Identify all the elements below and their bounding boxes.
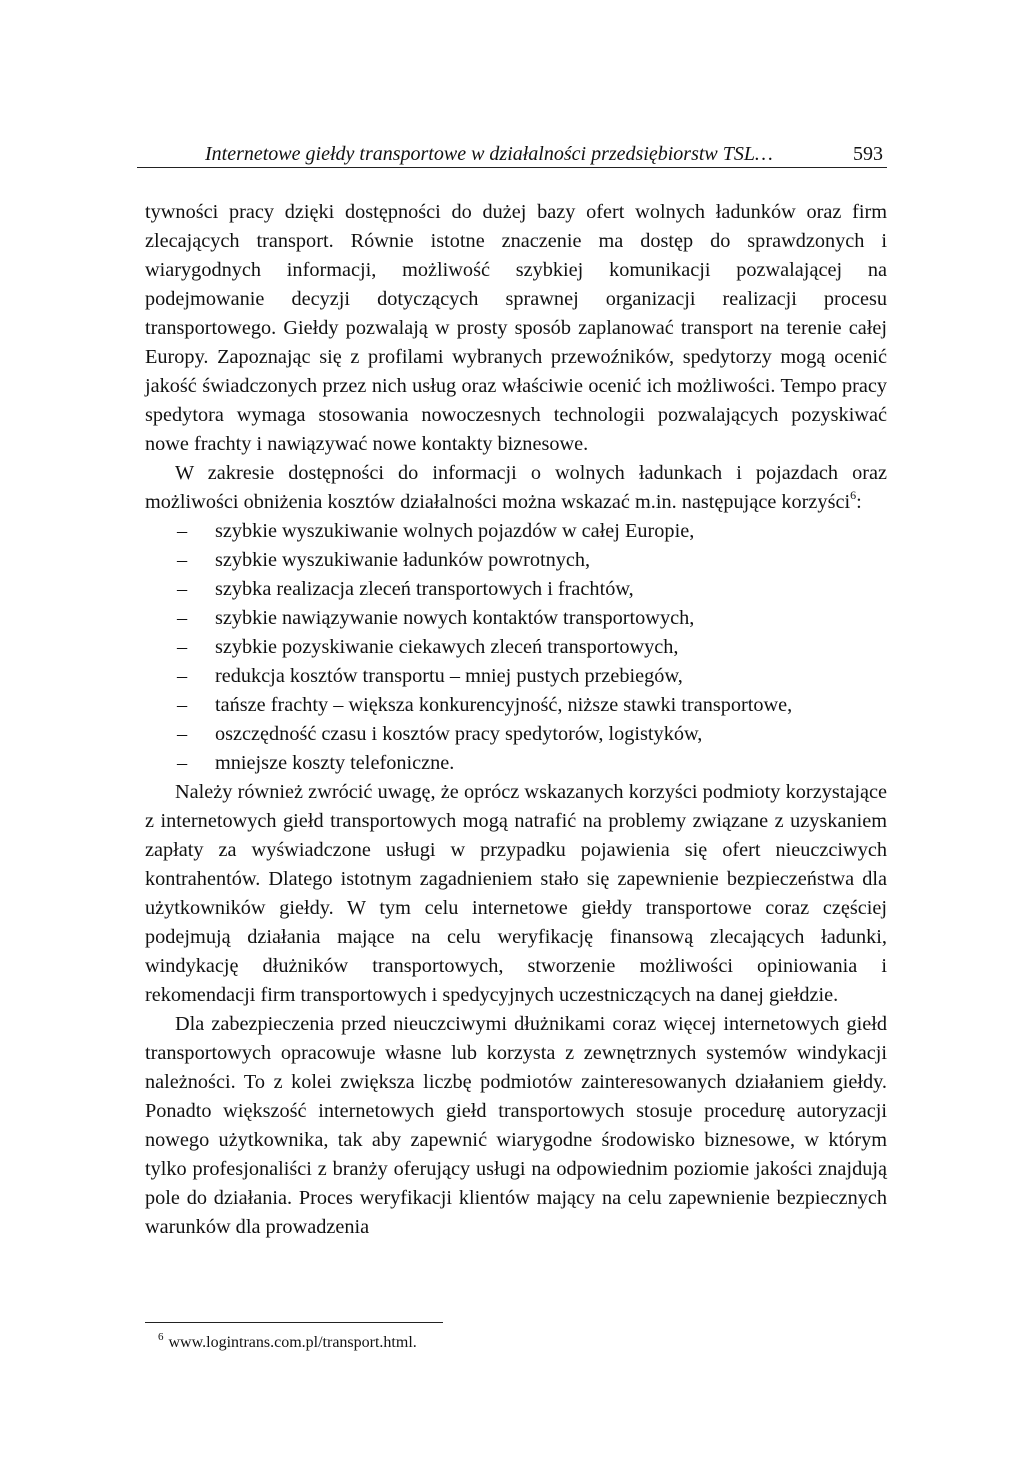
dash-bullet: – bbox=[177, 578, 188, 600]
dash-bullet: – bbox=[177, 549, 188, 571]
footnote-text[interactable]: www.logintrans.com.pl/transport.html. bbox=[168, 1334, 417, 1351]
list-item-text: szybkie nawiązywanie nowych kontaktów transportowych, bbox=[215, 607, 695, 629]
running-header bbox=[137, 141, 887, 168]
list-item-text: tańsze frachty – większa konkurencyjność, niższe stawki transportowe, bbox=[215, 694, 793, 716]
benefits-list bbox=[145, 517, 887, 778]
list-item bbox=[145, 720, 887, 749]
paragraph-2-text: W zakresie dostępności do informacji o wolnych ładunkach i pojazdach oraz możliwości obniżenia kosztów działalności można wskazać m.in. następujące korzyści bbox=[145, 462, 887, 513]
footnote bbox=[158, 1331, 417, 1352]
list-item bbox=[145, 517, 887, 546]
paragraph-2-tail: : bbox=[856, 491, 862, 513]
list-item bbox=[145, 546, 887, 575]
footnote-separator bbox=[145, 1322, 443, 1323]
list-item-text: szybkie wyszukiwanie ładunków powrotnych, bbox=[215, 549, 591, 571]
list-item bbox=[145, 633, 887, 662]
list-item-text: szybka realizacja zleceń transportowych i frachtów, bbox=[215, 578, 634, 600]
dash-bullet: – bbox=[177, 694, 188, 716]
paragraph-3: Należy również zwrócić uwagę, że oprócz wskazanych korzyści podmioty korzystające z internetowych giełd transportowych mogą natrafić na problemy związane z uzyskaniem zapłaty za wyświadczone usługi w przypadku pojawienia się ofert nieuczciwych kontrahentów. Dlatego istotnym zagadnieniem stało się zapewnienie bezpieczeństwa dla użytkowników giełdy. W tym celu internetowe giełdy transportowe coraz częściej podejmują działania mające na celu weryfikację finansową zlecających ładunki, windykację dłużników transportowych, stworzenie możliwości opiniowania i rekomendacji firm transportowych i spedycyjnych uczestniczących na danej giełdzie. bbox=[145, 781, 887, 1006]
body-text bbox=[145, 198, 887, 1242]
paragraph-4: Dla zabezpieczenia przed nieuczciwymi dłużnikami coraz więcej internetowych giełd transportowych opracowuje własne lub korzysta z zewnętrznych systemów windykacji należności. To z kolei zwiększa liczbę podmiotów zainteresowanych działaniem giełdy. Ponadto większość internetowych giełd transportowych stosuje procedurę autoryzacji nowego użytkownika, tak aby zapewnić wiarygodne środowisko biznesowe, w którym tylko profesjonaliści z branży oferujący usługi na odpowiednim poziomie jakości znajdują pole do działania. Proces weryfikacji klientów mający na celu zapewnienie bezpiecznych warunków dla prowadzenia bbox=[145, 1013, 887, 1238]
list-item bbox=[145, 604, 887, 633]
list-item-text: szybkie wyszukiwanie wolnych pojazdów w całej Europie, bbox=[215, 520, 695, 542]
dash-bullet: – bbox=[177, 665, 188, 687]
dash-bullet: – bbox=[177, 723, 188, 745]
footnote-mark: 6 bbox=[158, 1331, 164, 1343]
list-item-text: szybkie pozyskiwanie ciekawych zleceń transportowych, bbox=[215, 636, 679, 658]
running-title: Internetowe giełdy transportowe w działalności przedsiębiorstw TSL… bbox=[205, 143, 773, 165]
dash-bullet: – bbox=[177, 752, 188, 774]
list-item-text: mniejsze koszty telefoniczne. bbox=[215, 752, 455, 774]
list-item-text: oszczędność czasu i kosztów pracy spedytorów, logistyków, bbox=[215, 723, 703, 745]
footnote-reference[interactable]: 6 bbox=[850, 488, 857, 502]
dash-bullet: – bbox=[177, 607, 188, 629]
list-item bbox=[145, 575, 887, 604]
dash-bullet: – bbox=[177, 636, 188, 658]
paragraph-1: tywności pracy dzięki dostępności do dużej bazy ofert wolnych ładunków oraz firm zlecających transport. Równie istotne znaczenie ma dostęp do sprawdzonych i wiarygodnych informacji, możliwość szybkiej komunikacji pozwalającej na podejmowanie decyzji dotyczących sprawnej organizacji realizacji procesu transportowego. Giełdy pozwalają w prosty sposób zaplanować transport na terenie całej Europy. Zapoznając się z profilami wybranych przewoźników, spedytorzy mogą ocenić jakość świadczonych przez nich usług oraz właściwie ocenić ich możliwości. Tempo pracy spedytora wymaga stosowania nowoczesnych technologii pozwalających pozyskiwać nowe frachty i nawiązywać nowe kontakty biznesowe. bbox=[145, 201, 887, 455]
list-item bbox=[145, 691, 887, 720]
list-item-text: redukcja kosztów transportu – mniej pustych przebiegów, bbox=[215, 665, 683, 687]
page-number: 593 bbox=[853, 143, 883, 165]
paragraph-2 bbox=[145, 459, 887, 517]
list-item bbox=[145, 662, 887, 691]
dash-bullet: – bbox=[177, 520, 188, 542]
list-item bbox=[145, 749, 887, 778]
